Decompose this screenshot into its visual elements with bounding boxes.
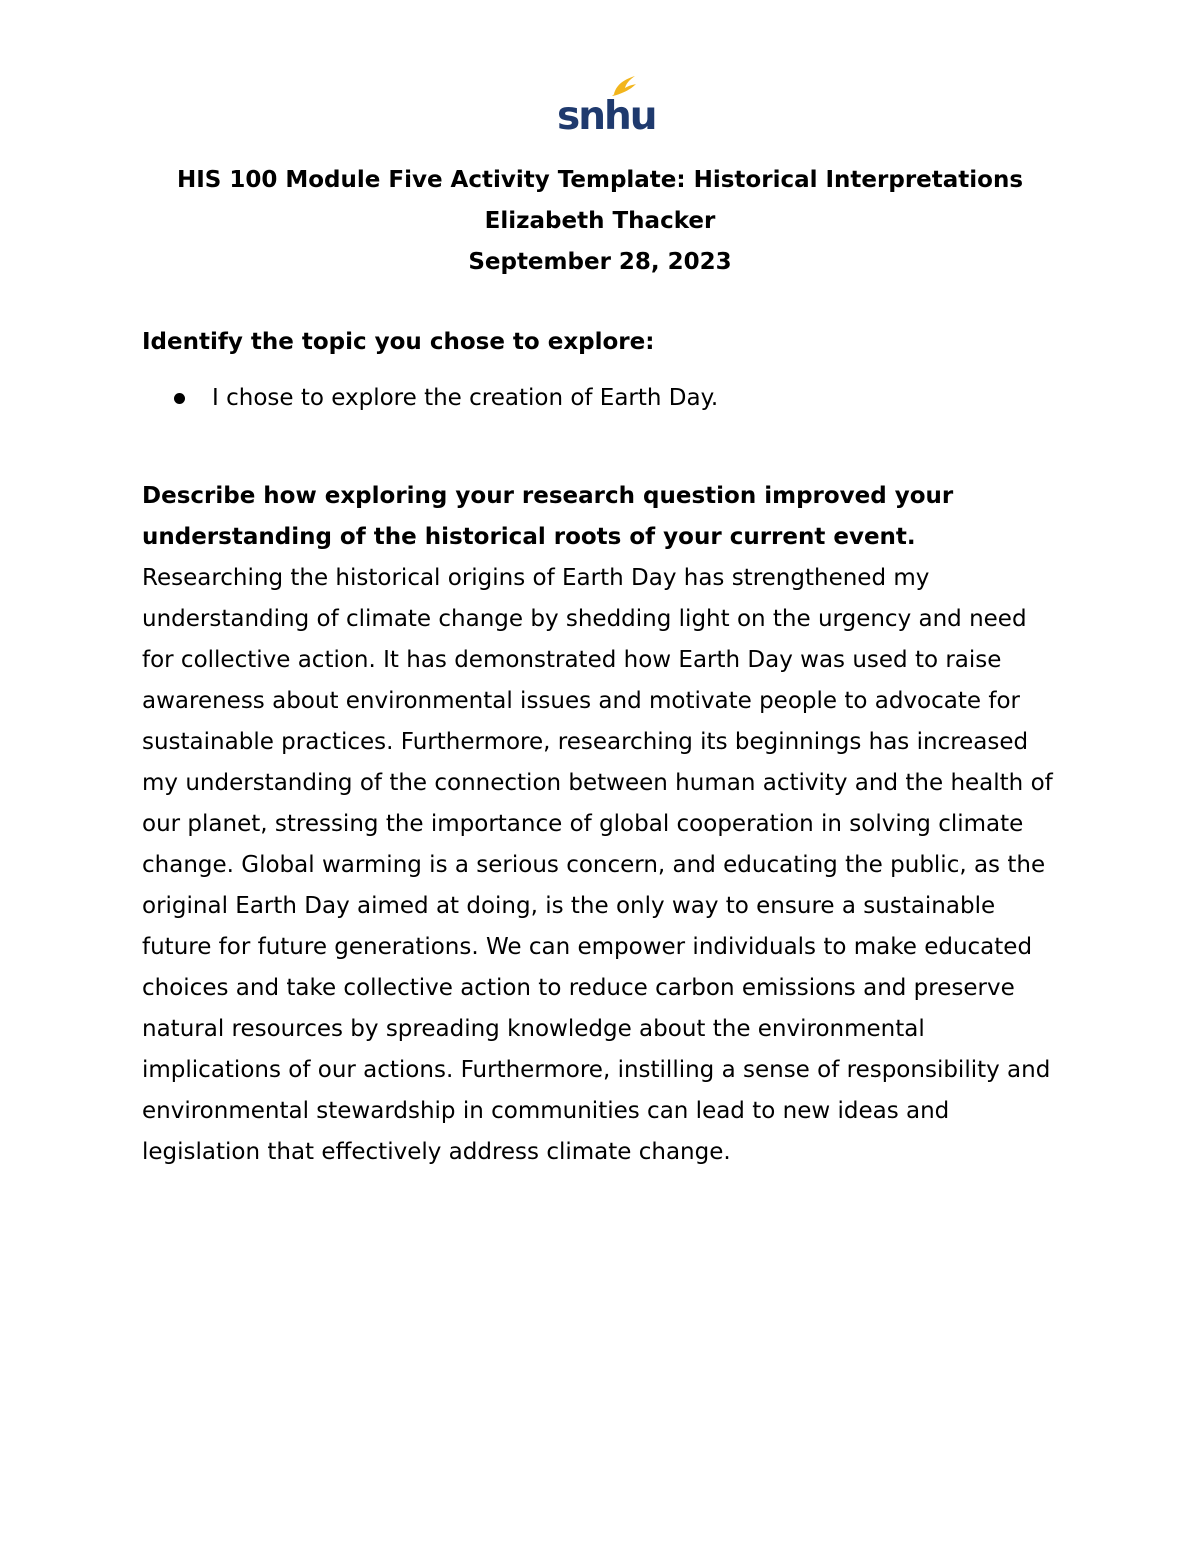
svg-text:snhu: snhu [557, 94, 656, 139]
snhu-logo [556, 72, 656, 139]
document-date: September 28, 2023 [468, 249, 732, 275]
document-header [0, 160, 1200, 283]
research-question-heading: Describe how exploring your research question improved your understanding of the historical roots of your current event. [142, 483, 954, 550]
bullet-icon [174, 393, 185, 404]
document-body [142, 322, 1062, 1173]
list-item [142, 378, 1062, 419]
author-name: Elizabeth Thacker [484, 208, 716, 234]
topic-bullet-list [142, 378, 1062, 419]
topic-heading: Identify the topic you chose to explore: [142, 329, 655, 355]
research-answer-paragraph: Researching the historical origins of Earth Day has strengthened my understanding of climate change by shedding light on the urgency and need for collective action. It has demonstrated how Earth Day was used to raise awareness about environmental issues and motivate people to advocate for sustainable practices. Furthermore, researching its beginnings has increased my understanding of the connection between human activity and the health of our planet, stressing the importance of global cooperation in solving climate change. Global warming is a serious concern, and educating the public, as the original Earth Day aimed at doing, is the only way to ensure a sustainable future for future generations. We can empower individuals to make educated choices and take collective action to reduce carbon emissions and preserve natural resources by spreading knowledge about the environmental implications of our actions. Furthermore, instilling a sense of responsibility and environmental stewardship in communities can lead to new ideas and legislation that effectively address climate change. [142, 565, 1053, 1165]
topic-bullet-text: I chose to explore the creation of Earth Day. [212, 385, 719, 411]
document-title: HIS 100 Module Five Activity Template: Historical Interpretations [176, 167, 1024, 193]
